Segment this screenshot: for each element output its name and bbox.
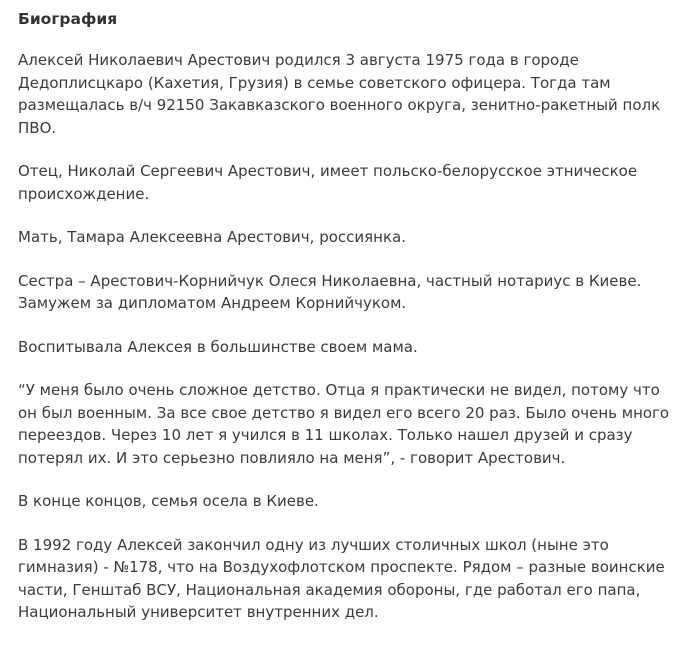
paragraph-school: В 1992 году Алексей закончил одну из лучших столичных школ (ныне это гимназия) - №178, что на Воздухофлотском проспекте. Рядом – разные воинские части, Генштаб ВСУ, Национальная академия обороны, где работал его папа, Национальный университет внутренних дел. [18,535,665,621]
article-body [18,0,678,624]
paragraph-upbringing: Воспитывала Алексея в большинстве своем мама. [18,337,418,356]
section-heading: Биография [18,10,118,28]
paragraph-sister: Сестра – Арестович-Корнийчук Олеся Николаевна, частный нотариус в Киеве. Замужем за дипломатом Андреем Корнийчуком. [18,271,642,312]
paragraph-quote: “У меня было очень сложное детство. Отца я практически не видел, потому что он был военным. За все свое детство я видел его всего 20 раз. Было очень много переездов. Через 10 лет я учился в 11 школах. Только нашел друзей и сразу потерял их. И это серьезно повлияло на меня”, - говорит Арестович. [18,381,670,467]
paragraph-birth: Алексей Николаевич Арестович родился 3 августа 1975 года в городе Дедоплисцкаро (Кахетия, Грузия) в семье советского офицера. Тогда там размещалась в/ч 92150 Закавказского военного округа, зенитно-ракетный полк ПВО. [18,51,661,137]
paragraph-mother: Мать, Тамара Алексеевна Арестович, россиянка. [18,228,406,246]
paragraph-kyiv: В конце концов, семья осела в Киеве. [18,492,319,510]
paragraph-father: Отец, Николай Сергеевич Арестович, имеет польско-белорусское этническое происхождение. [18,162,638,203]
